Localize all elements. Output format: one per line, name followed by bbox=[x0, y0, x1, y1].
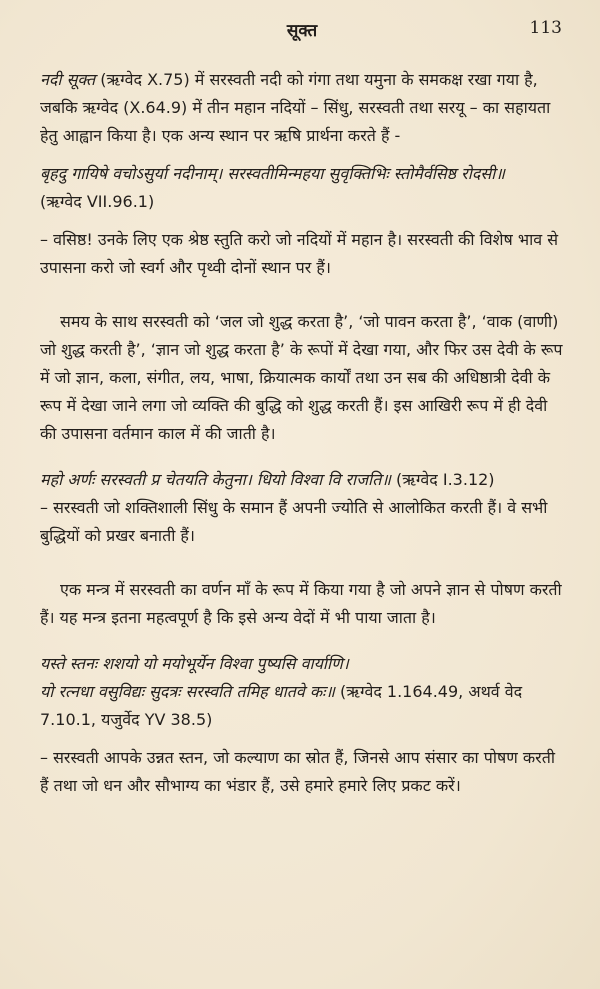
page-content bbox=[40, 66, 564, 800]
paragraph-mother-mantra: एक मन्त्र में सरस्वती का वर्णन माँ के रूप में किया गया है जो अपने ज्ञान से पोषण करती हैं। यह मन्त्र इतना महत्वपूर्ण है कि इसे अन्य वेदों में भी पाया जाता है। bbox=[40, 580, 562, 627]
verse-rigveda-1-3-12 bbox=[40, 466, 564, 494]
nadi-sukta-term: नदी सूक्त bbox=[40, 70, 96, 89]
translation-mighty-sindhu: – सरस्वती जो शक्तिशाली सिंधु के समान हैं अपनी ज्योति से आलोकित करती हैं। वे सभी बुद्धियों को प्रखर बनाती हैं। bbox=[40, 498, 548, 545]
paragraph-nadi-sukta bbox=[40, 66, 564, 150]
verse-reference: (ऋग्वेद 1.164.49, अथर्व वेद 7.10.1, यजुर्वेद YV 38.5) bbox=[40, 682, 523, 729]
page-header bbox=[40, 14, 564, 48]
verse-rigveda-1-164-49 bbox=[40, 650, 564, 734]
verse-text: बृहदु गायिषे वचोऽसुर्या नदीनाम्। सरस्वतीमिन्महया सुवृक्तिभिः स्तोमैर्वसिष्ठ रोदसी॥ bbox=[40, 164, 505, 183]
page-number: 113 bbox=[529, 18, 562, 38]
translation-nourishing-breast: – सरस्वती आपके उन्नत स्तन, जो कल्याण का स्रोत हैं, जिनसे आप संसार का पोषण करती हैं तथा जो धन और सौभाग्य का भंडार हैं, उसे हमारे हमारे लिए प्रकट करें। bbox=[40, 748, 555, 795]
verse-reference: (ऋग्वेद VII.96.1) bbox=[40, 192, 155, 211]
paragraph-evolution-of-saraswati: समय के साथ सरस्वती को ‘जल जो शुद्ध करता है’, ‘जो पावन करता है’, ‘वाक (वाणी) जो शुद्ध करती है’, ‘ज्ञान जो शुद्ध करता है’ के रूपों में देखा गया, और फिर उस देवी के रूप में जो ज्ञान, कला, संगीत, लय, भाषा, क्रियात्मक कार्यों तथा उन सब की अधिष्ठात्री देवी के रूप में देखा जाने लगा जो व्यक्ति की बुद्धि को शुद्ध करती हैं। इस आखिरी रूप में ही देवी की उपासना वर्तमान काल में की जाती है। bbox=[40, 312, 563, 443]
verse-rigveda-7-96-1 bbox=[40, 160, 564, 216]
verse-text: महो अर्णः सरस्वती प्र चेतयति केतुना। धियो विश्वा वि राजति॥ bbox=[40, 470, 391, 489]
verse-line-1: यस्ते स्तनः शशयो यो मयोभूर्येन विश्वा पुष्यसि वार्याणि। bbox=[40, 654, 349, 673]
verse-line-2: यो रत्नधा वसुविद्यः सुदत्रः सरस्वति तमिह धातवे कः॥ bbox=[40, 682, 335, 701]
translation-vasishtha: – वसिष्ठ! उनके लिए एक श्रेष्ठ स्तुति करो जो नदियों में महान है। सरस्वती की विशेष भाव से उपासना करो जो स्वर्ग और पृथ्वी दोनों स्थान पर हैं। bbox=[40, 230, 559, 277]
verse-reference: (ऋग्वेद I.3.12) bbox=[390, 470, 495, 489]
paragraph-nadi-sukta-text: (ऋग्वेद X.75) में सरस्वती नदी को गंगा तथा यमुना के समकक्ष रखा गया है, जबकि ऋग्वेद (X.64.9) में तीन महान नदियों – सिंधु, सरस्वती तथा सरयू – का सहायता हेतु आह्वान किया है। एक अन्य स्थान पर ऋषि प्रार्थना करते हैं - bbox=[40, 70, 551, 145]
running-head-title: सूक्त bbox=[286, 21, 318, 41]
